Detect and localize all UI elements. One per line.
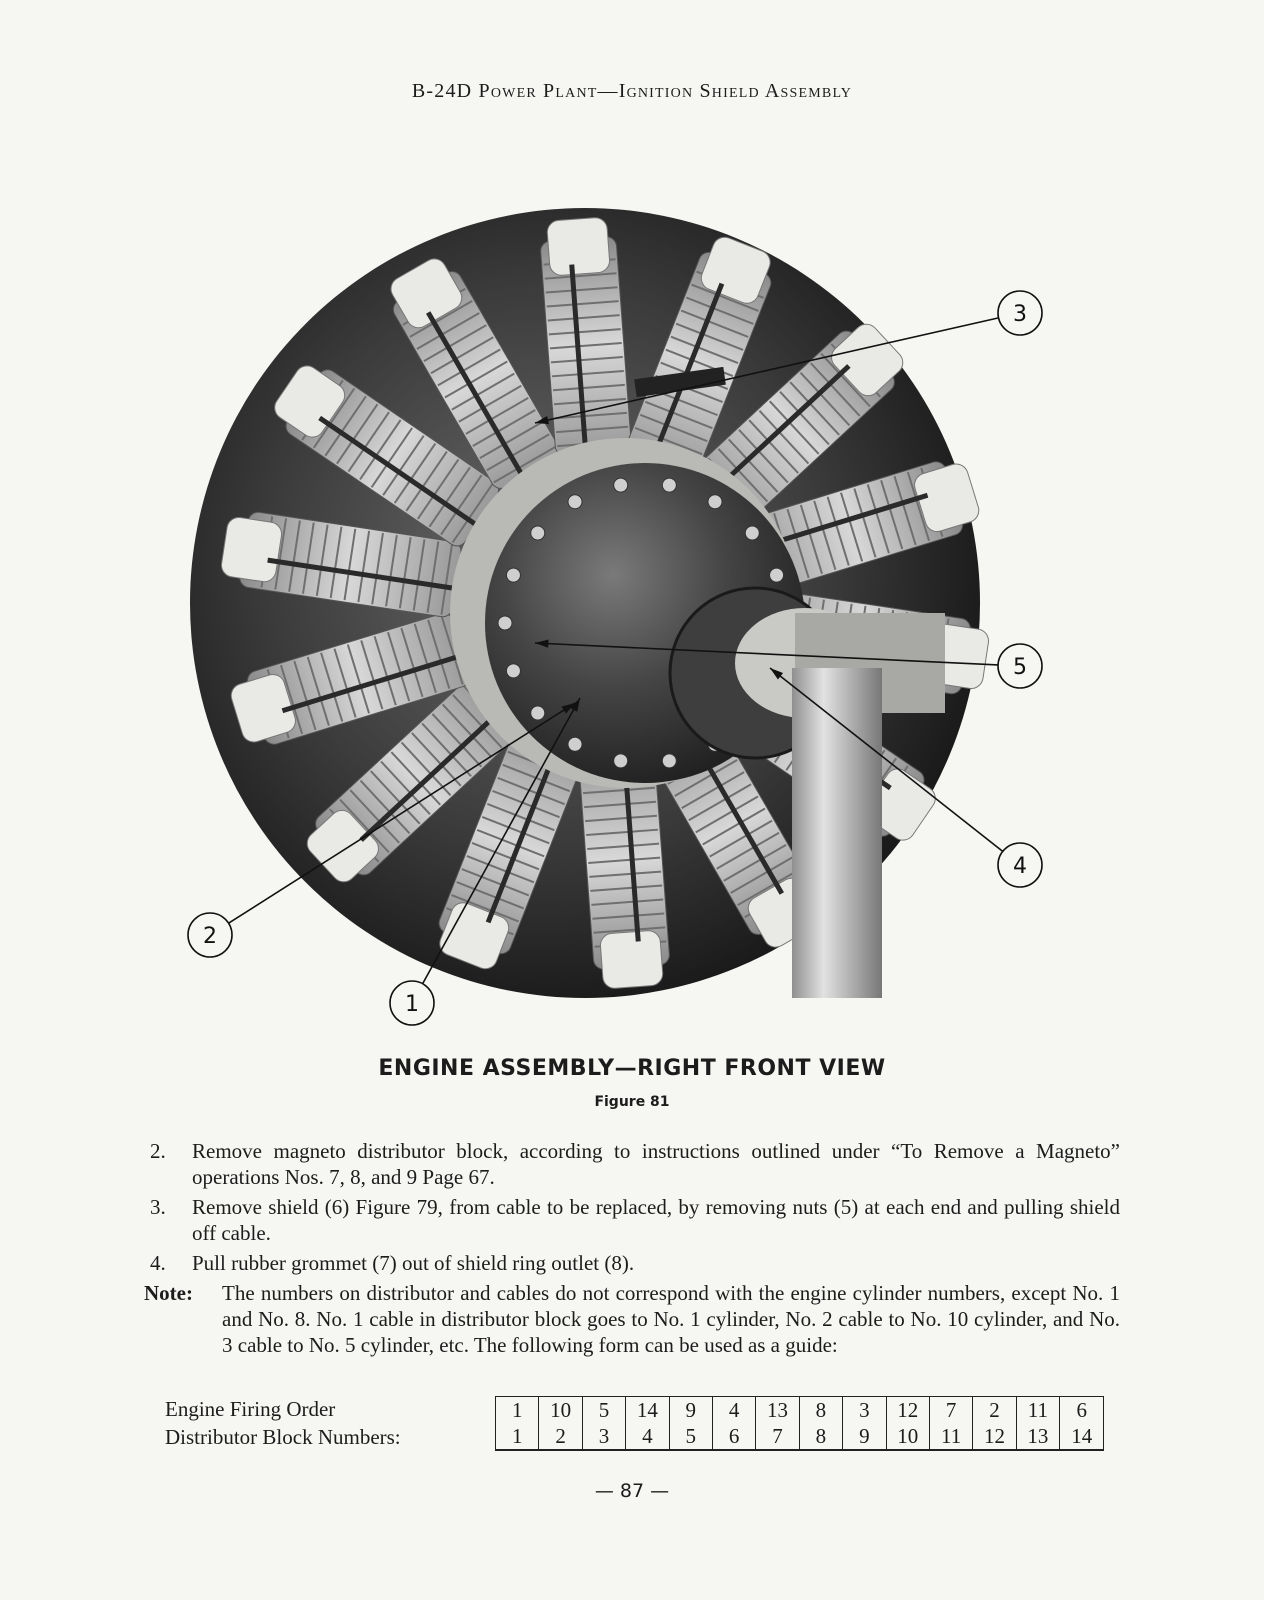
page-header: B-24D Power Plant—Ignition Shield Assembly — [411, 80, 853, 102]
distributor-block-cell: 6 — [713, 1423, 756, 1449]
note-text: The numbers on distributor and cables do not correspond with the engine cylinder numbers, except No. 1 and No. 8. No. 1 cable in distributor block goes to No. 1 cylinder, No. 2 cable to No. 10 cylinder, and No. 3 cable to No. 5 cylinder, etc. The following form can be used as a guide: — [222, 1281, 1120, 1357]
callout-label: 4 — [1013, 854, 1027, 879]
engine-photo — [180, 148, 1080, 1038]
distributor-block-cell: 1 — [496, 1423, 539, 1449]
page-number: — 87 — — [594, 1480, 670, 1502]
firing-order-cell: 7 — [930, 1397, 973, 1423]
figure-caption-title: ENGINE ASSEMBLY—RIGHT FRONT VIEW — [378, 1056, 886, 1081]
firing-order-cell: 5 — [583, 1397, 626, 1423]
step-number: 4. — [150, 1251, 166, 1275]
distributor-block-cell: 11 — [930, 1423, 973, 1449]
distributor-block-cell: 4 — [626, 1423, 669, 1449]
distributor-block-cells — [495, 1423, 1104, 1451]
step-text: Remove shield (6) Figure 79, from cable to be replaced, by removing nuts (5) at each end and pulling shield off cable. — [192, 1195, 1120, 1245]
distributor-block-cell: 10 — [887, 1423, 930, 1449]
figure-number: Figure 81 — [594, 1094, 670, 1110]
bolt — [662, 478, 676, 492]
bolt — [568, 737, 582, 751]
distributor-block-cell: 3 — [583, 1423, 626, 1449]
distributor-block-cell: 12 — [973, 1423, 1016, 1449]
firing-order-cell: 11 — [1017, 1397, 1060, 1423]
distributor-block-row — [165, 1423, 1120, 1451]
bolt — [745, 526, 759, 540]
firing-order-cell: 6 — [1076, 1397, 1088, 1422]
distributor-block-cell: 5 — [670, 1423, 713, 1449]
bolt — [531, 526, 545, 540]
bolt — [568, 495, 582, 509]
callout-label: 5 — [1013, 655, 1027, 680]
firing-order-cell: 3 — [843, 1397, 886, 1423]
distributor-block-cell: 7 — [756, 1423, 799, 1449]
callout-label: 3 — [1013, 302, 1027, 327]
support-post — [792, 668, 882, 998]
step-text: Remove magneto distributor block, according to instructions outlined under “To Remove a Magneto” operations Nos. 7, 8, and 9 Page 67. — [192, 1139, 1120, 1189]
firing-order-cell: 12 — [887, 1397, 930, 1423]
step-text: Pull rubber grommet (7) out of shield ring outlet (8). — [192, 1251, 635, 1275]
firing-order-cell: 2 — [973, 1397, 1016, 1423]
step-item — [150, 1138, 1120, 1190]
bolt — [531, 706, 545, 720]
firing-order-row — [165, 1395, 1120, 1423]
firing-order-cell: 4 — [713, 1397, 756, 1423]
bolt — [506, 664, 520, 678]
distributor-block-cell: 2 — [539, 1423, 582, 1449]
firing-order-cell: 9 — [670, 1397, 713, 1423]
callout-label: 2 — [203, 924, 217, 949]
note-block — [144, 1280, 1120, 1358]
engine-figure — [180, 148, 1080, 1038]
firing-order-cell: 8 — [800, 1397, 843, 1423]
distributor-block-cell: 14 — [1071, 1424, 1093, 1448]
step-item — [150, 1250, 1120, 1276]
note-label: Note: — [144, 1281, 193, 1305]
step-number: 3. — [150, 1195, 166, 1219]
bolt — [662, 754, 676, 768]
bolt — [614, 478, 628, 492]
firing-order-cell: 1 — [496, 1397, 539, 1423]
firing-order-cell: 14 — [626, 1397, 669, 1423]
firing-order-table — [165, 1395, 1120, 1451]
distributor-block-cell: 9 — [843, 1423, 886, 1449]
bolt — [708, 495, 722, 509]
distributor-block-cell: 8 — [800, 1423, 843, 1449]
callout-label: 1 — [405, 992, 419, 1017]
bolt — [770, 568, 784, 582]
step-number: 2. — [150, 1139, 166, 1163]
firing-order-label: Engine Firing Order — [165, 1396, 336, 1421]
firing-order-cell: 10 — [539, 1397, 582, 1423]
bolt — [506, 568, 520, 582]
step-item — [150, 1194, 1120, 1246]
bolt — [614, 754, 628, 768]
distributor-block-label: Distributor Block Numbers: — [165, 1424, 401, 1449]
bolt — [498, 616, 512, 630]
distributor-block-cell: 13 — [1017, 1423, 1060, 1449]
firing-order-cell: 13 — [756, 1397, 799, 1423]
firing-order-cells — [495, 1396, 1104, 1423]
instruction-steps — [144, 1138, 1120, 1358]
